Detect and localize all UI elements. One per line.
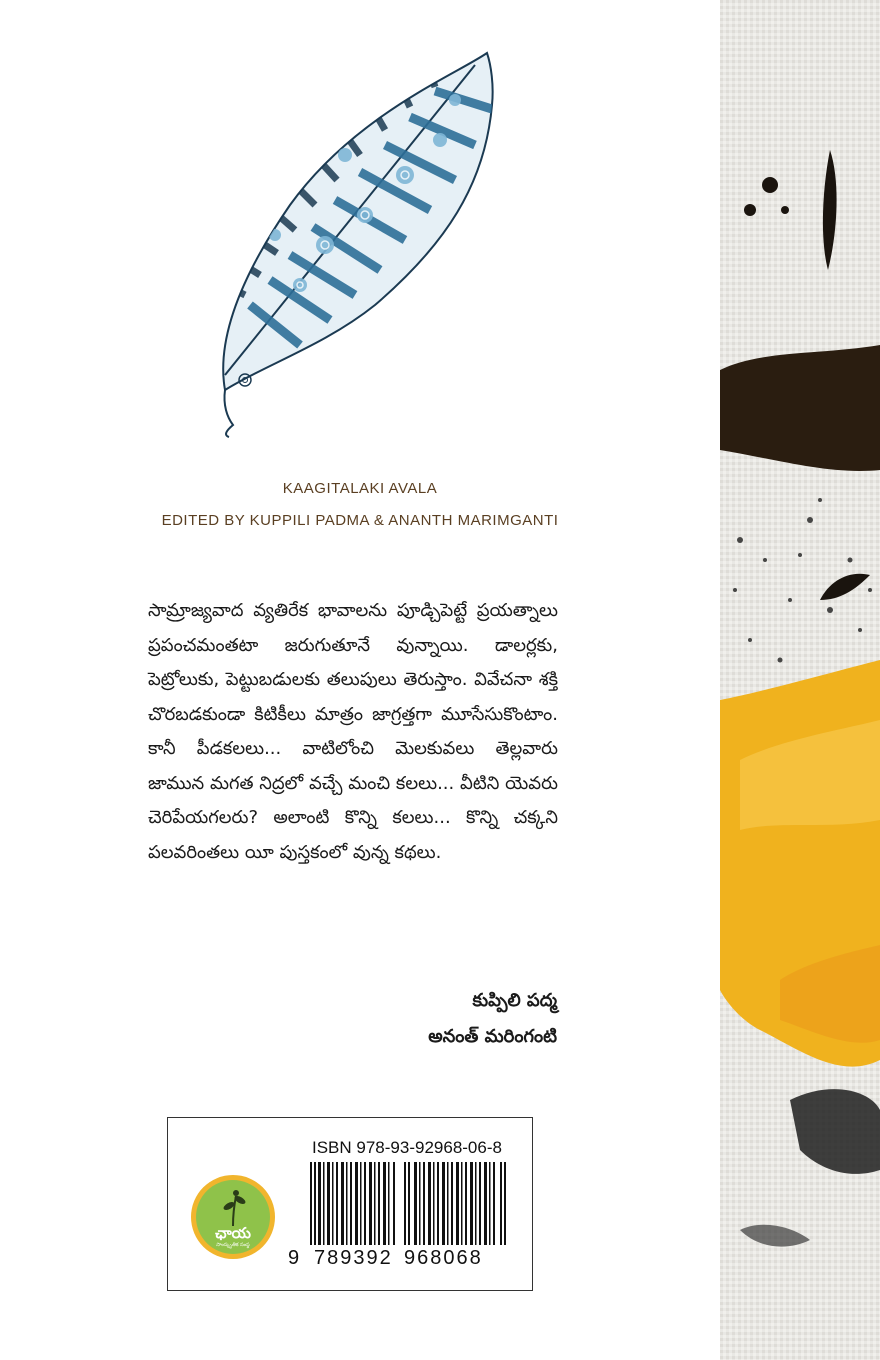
book-title: KAAGITALAKI AVALA	[282, 480, 438, 497]
blurb-text: సామ్రాజ్యవాద వ్యతిరేక భావాలను పూడ్చిపెట్టే ప్రయత్నాలు ప్రపంచమంతటా జరుగుతూనే వున్నాయి. డాలర్లకు, పెట్రోలుకు, పెట్టుబడులకు తలుపులు తెరుస్తాం. వివేచనా శక్తి చొరబడకుండా కిటికీలు మాత్రం జాగ్రత్తగా మూసేసుకొంటాం. కానీ పీడకలలు... వాటిలోంచి మెలకువలు తెల్లవారు జామున మగత నిద్రలో వచ్చే మంచి కలలు... వీటిని యెవరు చెరిపేయగలరు? అలాంటి కొన్ని కలలు... కొన్ని చక్కని పలవరింతలు యీ పుస్తకంలో వున్న కథలు.	[148, 600, 558, 863]
signature-first: కుప్పిలి పద్మ	[472, 990, 557, 1011]
feather-illustration-icon	[205, 45, 505, 440]
publisher-logo-subtext: సాంస్కృతిక సంస్థ	[216, 1242, 250, 1248]
book-editors: EDITED BY KUPPILI PADMA & ANANTH MARIMGANTI	[161, 512, 559, 529]
signature-second: అనంత్ మరింగంటి	[428, 1026, 557, 1047]
isbn-label: ISBN 978-93-92968-06-8	[312, 1138, 502, 1157]
barcode-group-right: 968068	[404, 1247, 483, 1269]
barcode-number	[288, 1245, 508, 1275]
publisher-logo-inner	[196, 1180, 270, 1254]
publisher-logo	[191, 1175, 275, 1259]
isbn-barcode-box	[167, 1117, 533, 1291]
abstract-brush-painting-icon	[720, 0, 880, 1360]
barcode-group-left: 789392	[314, 1247, 393, 1269]
barcode-digit-first: 9	[288, 1247, 302, 1269]
publisher-logo-text: ఛాయ	[215, 1224, 251, 1242]
